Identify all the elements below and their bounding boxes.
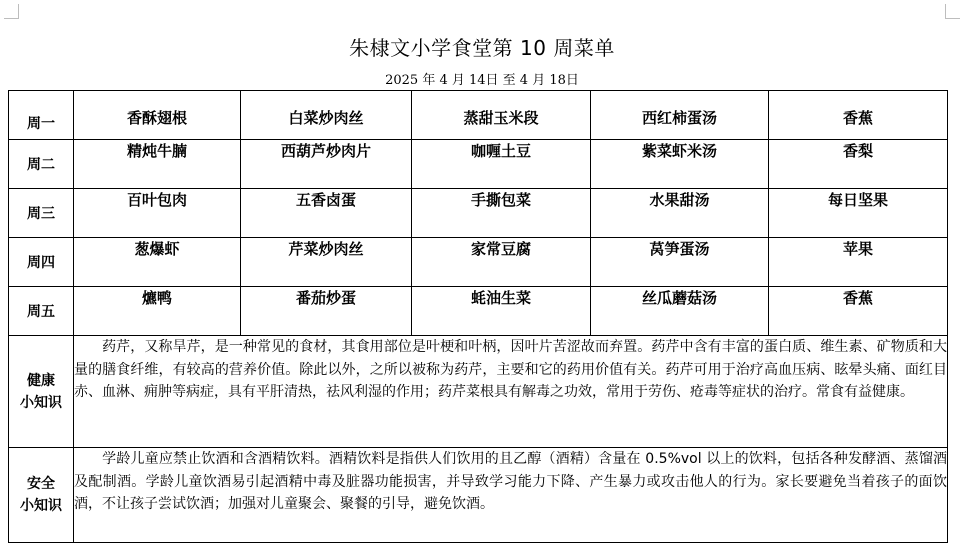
dish-cell: 香蕉	[769, 91, 948, 140]
dish-cell: 香梨	[769, 140, 948, 189]
dish-cell: 家常豆腐	[412, 238, 591, 287]
day-label: 周五	[9, 287, 74, 336]
health-knowledge-row	[9, 336, 948, 448]
dish-cell: 白菜炒肉丝	[241, 91, 412, 140]
dish-cell: 蒸甜玉米段	[412, 91, 591, 140]
safety-text: 学龄儿童应禁止饮酒和含酒精饮料。酒精饮料是指供人们饮用的且乙醇（酒精）含量在 0.5%vol 以上的饮料，包括各种发酵酒、蒸馏酒及配制酒。学龄儿童饮酒易引起酒精中毒及脏器功能损害，并导致学习能力下降、产生暴力或攻击他人的行为。家长要避免当着孩子的面饮酒，不让孩子尝试饮酒；加强对儿童聚会、聚餐的引导，避免饮酒。	[74, 451, 947, 513]
dish-cell: 莴笋蛋汤	[591, 238, 769, 287]
menu-row-thursday	[9, 238, 948, 287]
page-corner-mark-left	[4, 4, 19, 19]
dish-cell: 香蕉	[769, 287, 948, 336]
dish-cell: 爊鸭	[74, 287, 241, 336]
dish-cell: 五香卤蛋	[241, 189, 412, 238]
dish-cell: 精炖牛腩	[74, 140, 241, 189]
dish-cell: 芹菜炒肉丝	[241, 238, 412, 287]
menu-row-tuesday	[9, 140, 948, 189]
menu-row-friday	[9, 287, 948, 336]
dish-cell: 紫菜虾米汤	[591, 140, 769, 189]
dish-cell: 丝瓜蘑菇汤	[591, 287, 769, 336]
safety-knowledge-row	[9, 448, 948, 543]
dish-cell: 苹果	[769, 238, 948, 287]
dish-cell: 蚝油生菜	[412, 287, 591, 336]
safety-label-line1: 安全	[27, 476, 55, 492]
menu-row-monday	[9, 91, 948, 140]
health-knowledge-text	[74, 336, 948, 448]
dish-cell: 百叶包肉	[74, 189, 241, 238]
day-label: 周一	[9, 91, 74, 140]
dish-cell: 西红柿蛋汤	[591, 91, 769, 140]
menu-table	[8, 90, 948, 543]
safety-knowledge-label	[9, 448, 74, 543]
dish-cell: 手撕包菜	[412, 189, 591, 238]
menu-title: 朱棣文小学食堂第 10 周菜单	[349, 36, 615, 60]
dish-cell: 西葫芦炒肉片	[241, 140, 412, 189]
health-label-line1: 健康	[27, 372, 55, 389]
day-label: 周二	[9, 140, 74, 189]
safety-knowledge-text	[74, 448, 948, 543]
dish-cell: 香酥翅根	[74, 91, 241, 140]
dish-cell: 水果甜汤	[591, 189, 769, 238]
dish-cell: 咖喱土豆	[412, 140, 591, 189]
health-knowledge-label	[9, 336, 74, 448]
health-label-line2: 小知识	[20, 394, 62, 411]
menu-row-wednesday	[9, 189, 948, 238]
date-range: 2025 年 4 月 14日 至 4 月 18日	[385, 73, 579, 88]
day-label: 周三	[9, 189, 74, 238]
safety-label-line2: 小知识	[20, 498, 62, 514]
dish-cell: 番茄炒蛋	[241, 287, 412, 336]
page-corner-mark-right	[945, 4, 960, 19]
dish-cell: 葱爆虾	[74, 238, 241, 287]
health-text: 药芹，又称旱芹，是一种常见的食材，其食用部位是叶梗和叶柄，因叶片苦涩故而弃置。药芹中含有丰富的蛋白质、维生素、矿物质和大量的膳食纤维，有较高的营养价值。除此以外，之所以被称为药芹，主要和它的药用价值有关。药芹可用于治疗高血压病、眩晕头痛、面红目赤、血淋、痈肿等病症，具有平肝清热，祛风利湿的作用；药芹菜根具有解毒之功效，常用于劳伤、疮毒等症状的治疗。常食有益健康。	[74, 339, 947, 401]
dish-cell: 每日坚果	[769, 189, 948, 238]
day-label: 周四	[9, 238, 74, 287]
